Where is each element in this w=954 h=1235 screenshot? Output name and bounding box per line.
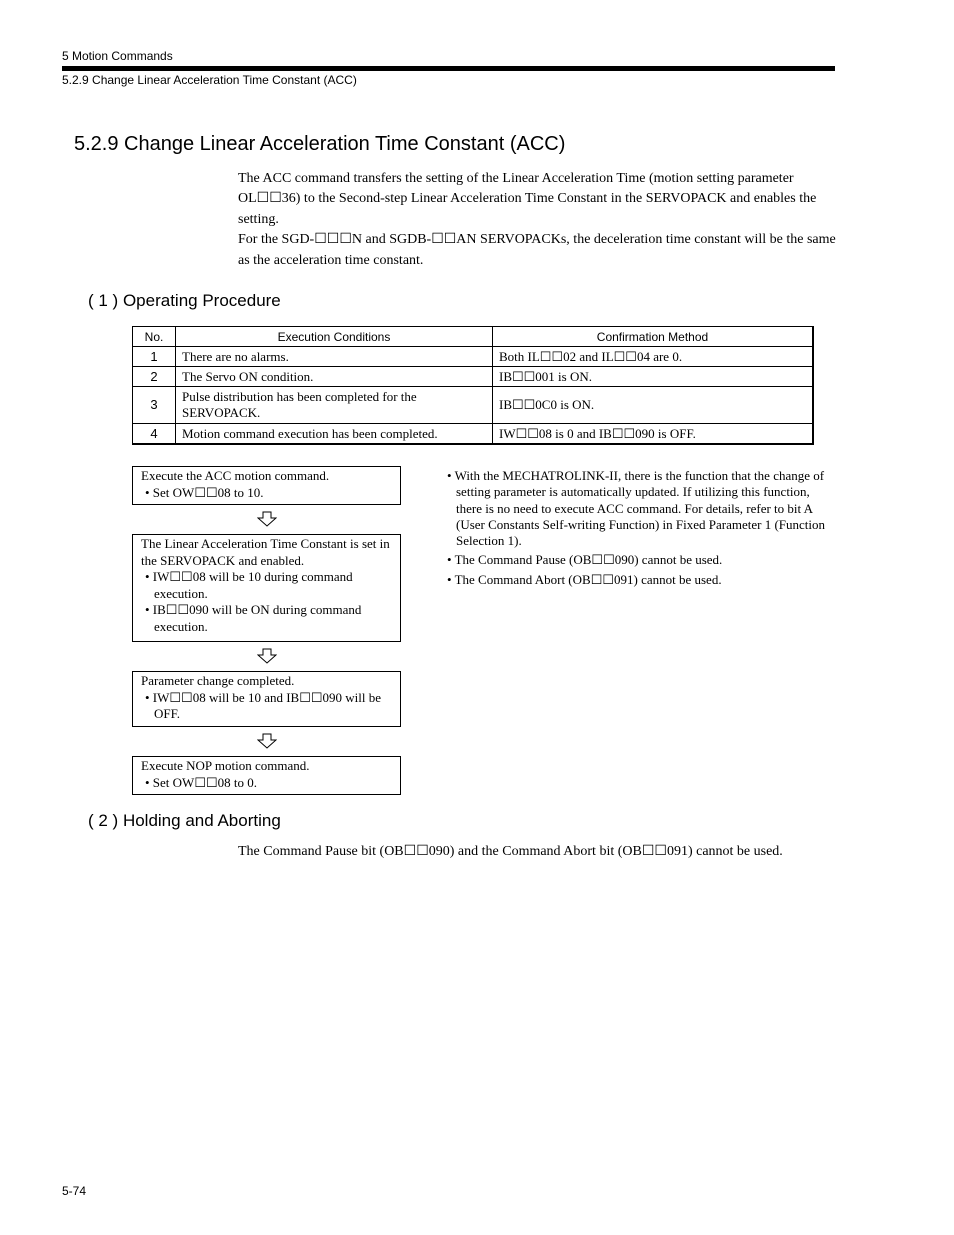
cell-no: 3 xyxy=(133,387,176,424)
table-header-row xyxy=(133,327,814,347)
flow-step-heading: The Linear Acceleration Time Constant is set in the SERVOPACK and enabled. xyxy=(141,536,390,568)
flow-step-bullet: • IW☐☐08 will be 10 during command execution. xyxy=(145,569,353,601)
flow-step-heading: Execute the ACC motion command. xyxy=(141,468,330,483)
down-arrow-icon xyxy=(257,733,277,749)
col-header-no: No. xyxy=(133,327,176,347)
cell-condition: The Servo ON condition. xyxy=(176,367,493,387)
section-title: 5.2.9 Change Linear Acceleration Time Constant (ACC) xyxy=(74,133,566,155)
cell-confirm: IB☐☐001 is ON. xyxy=(493,367,814,387)
cell-confirm: Both IL☐☐02 and IL☐☐04 are 0. xyxy=(493,347,814,367)
col-header-conditions: Execution Conditions xyxy=(176,327,493,347)
note-item: • With the MECHATROLINK-II, there is the function that the change of setting parameter is automatically updated. If utilizing this function, there is no need to execute ACC command. For details, refer to bit A (User Constants Self-writing Function) in Fixed Parameter 1 (Function Selection 1). xyxy=(447,468,826,549)
down-arrow-icon xyxy=(257,511,277,527)
cell-condition: Pulse distribution has been completed for the SERVOPACK. xyxy=(176,387,493,424)
col-header-confirmation: Confirmation Method xyxy=(493,327,814,347)
flow-step-execute-acc xyxy=(132,466,401,505)
header-rule xyxy=(62,66,835,71)
subsection-operating-procedure: ( 1 ) Operating Procedure xyxy=(88,291,281,310)
flow-step-heading: Parameter change completed. xyxy=(141,673,295,688)
flow-step-bullet: • Set OW☐☐08 to 10. xyxy=(145,484,264,500)
table-row xyxy=(133,347,814,367)
flow-step-execute-nop xyxy=(132,756,401,795)
flow-step-bullet: • Set OW☐☐08 to 0. xyxy=(145,774,257,790)
notes-list xyxy=(447,468,835,591)
subsection-holding-aborting: ( 2 ) Holding and Aborting xyxy=(88,811,281,830)
conditions-table xyxy=(132,326,814,445)
cell-condition: There are no alarms. xyxy=(176,347,493,367)
holding-text: The Command Pause bit (OB☐☐090) and the Command Abort bit (OB☐☐091) cannot be used. xyxy=(238,844,783,859)
down-arrow-icon xyxy=(257,648,277,664)
cell-no: 2 xyxy=(133,367,176,387)
cell-confirm: IB☐☐0C0 is ON. xyxy=(493,387,814,424)
note-item: • The Command Abort (OB☐☐091) cannot be used. xyxy=(447,571,722,587)
table-row xyxy=(133,367,814,387)
cell-confirm: IW☐☐08 is 0 and IB☐☐090 is OFF. xyxy=(493,424,814,445)
table-row xyxy=(133,387,814,424)
note-item: • The Command Pause (OB☐☐090) cannot be used. xyxy=(447,552,723,568)
flow-step-change-completed xyxy=(132,671,401,727)
intro-text xyxy=(238,169,838,271)
cell-condition: Motion command execution has been completed. xyxy=(176,424,493,445)
running-header-section: 5.2.9 Change Linear Acceleration Time Constant (ACC) xyxy=(62,73,357,87)
cell-no: 1 xyxy=(133,347,176,367)
flow-step-constant-set xyxy=(132,534,401,642)
intro-paragraph-2: For the SGD-☐☐☐N and SGDB-☐☐AN SERVOPACKs, the deceleration time constant will be the same as the acceleration time constant. xyxy=(238,232,836,268)
flow-step-bullet: • IB☐☐090 will be ON during command execution. xyxy=(145,602,362,634)
running-header-chapter: 5 Motion Commands xyxy=(62,49,173,63)
table-row xyxy=(133,424,814,445)
intro-paragraph-1: The ACC command transfers the setting of the Linear Acceleration Time (motion setting parameter OL☐☐36) to the Second-step Linear Acceleration Time Constant in the SERVOPACK and enables the setting. xyxy=(238,171,817,227)
page-number: 5-74 xyxy=(62,1184,87,1198)
flow-step-heading: Execute NOP motion command. xyxy=(141,758,310,773)
cell-no: 4 xyxy=(133,424,176,445)
flow-step-bullet: • IW☐☐08 will be 10 and IB☐☐090 will be OFF. xyxy=(145,689,382,721)
